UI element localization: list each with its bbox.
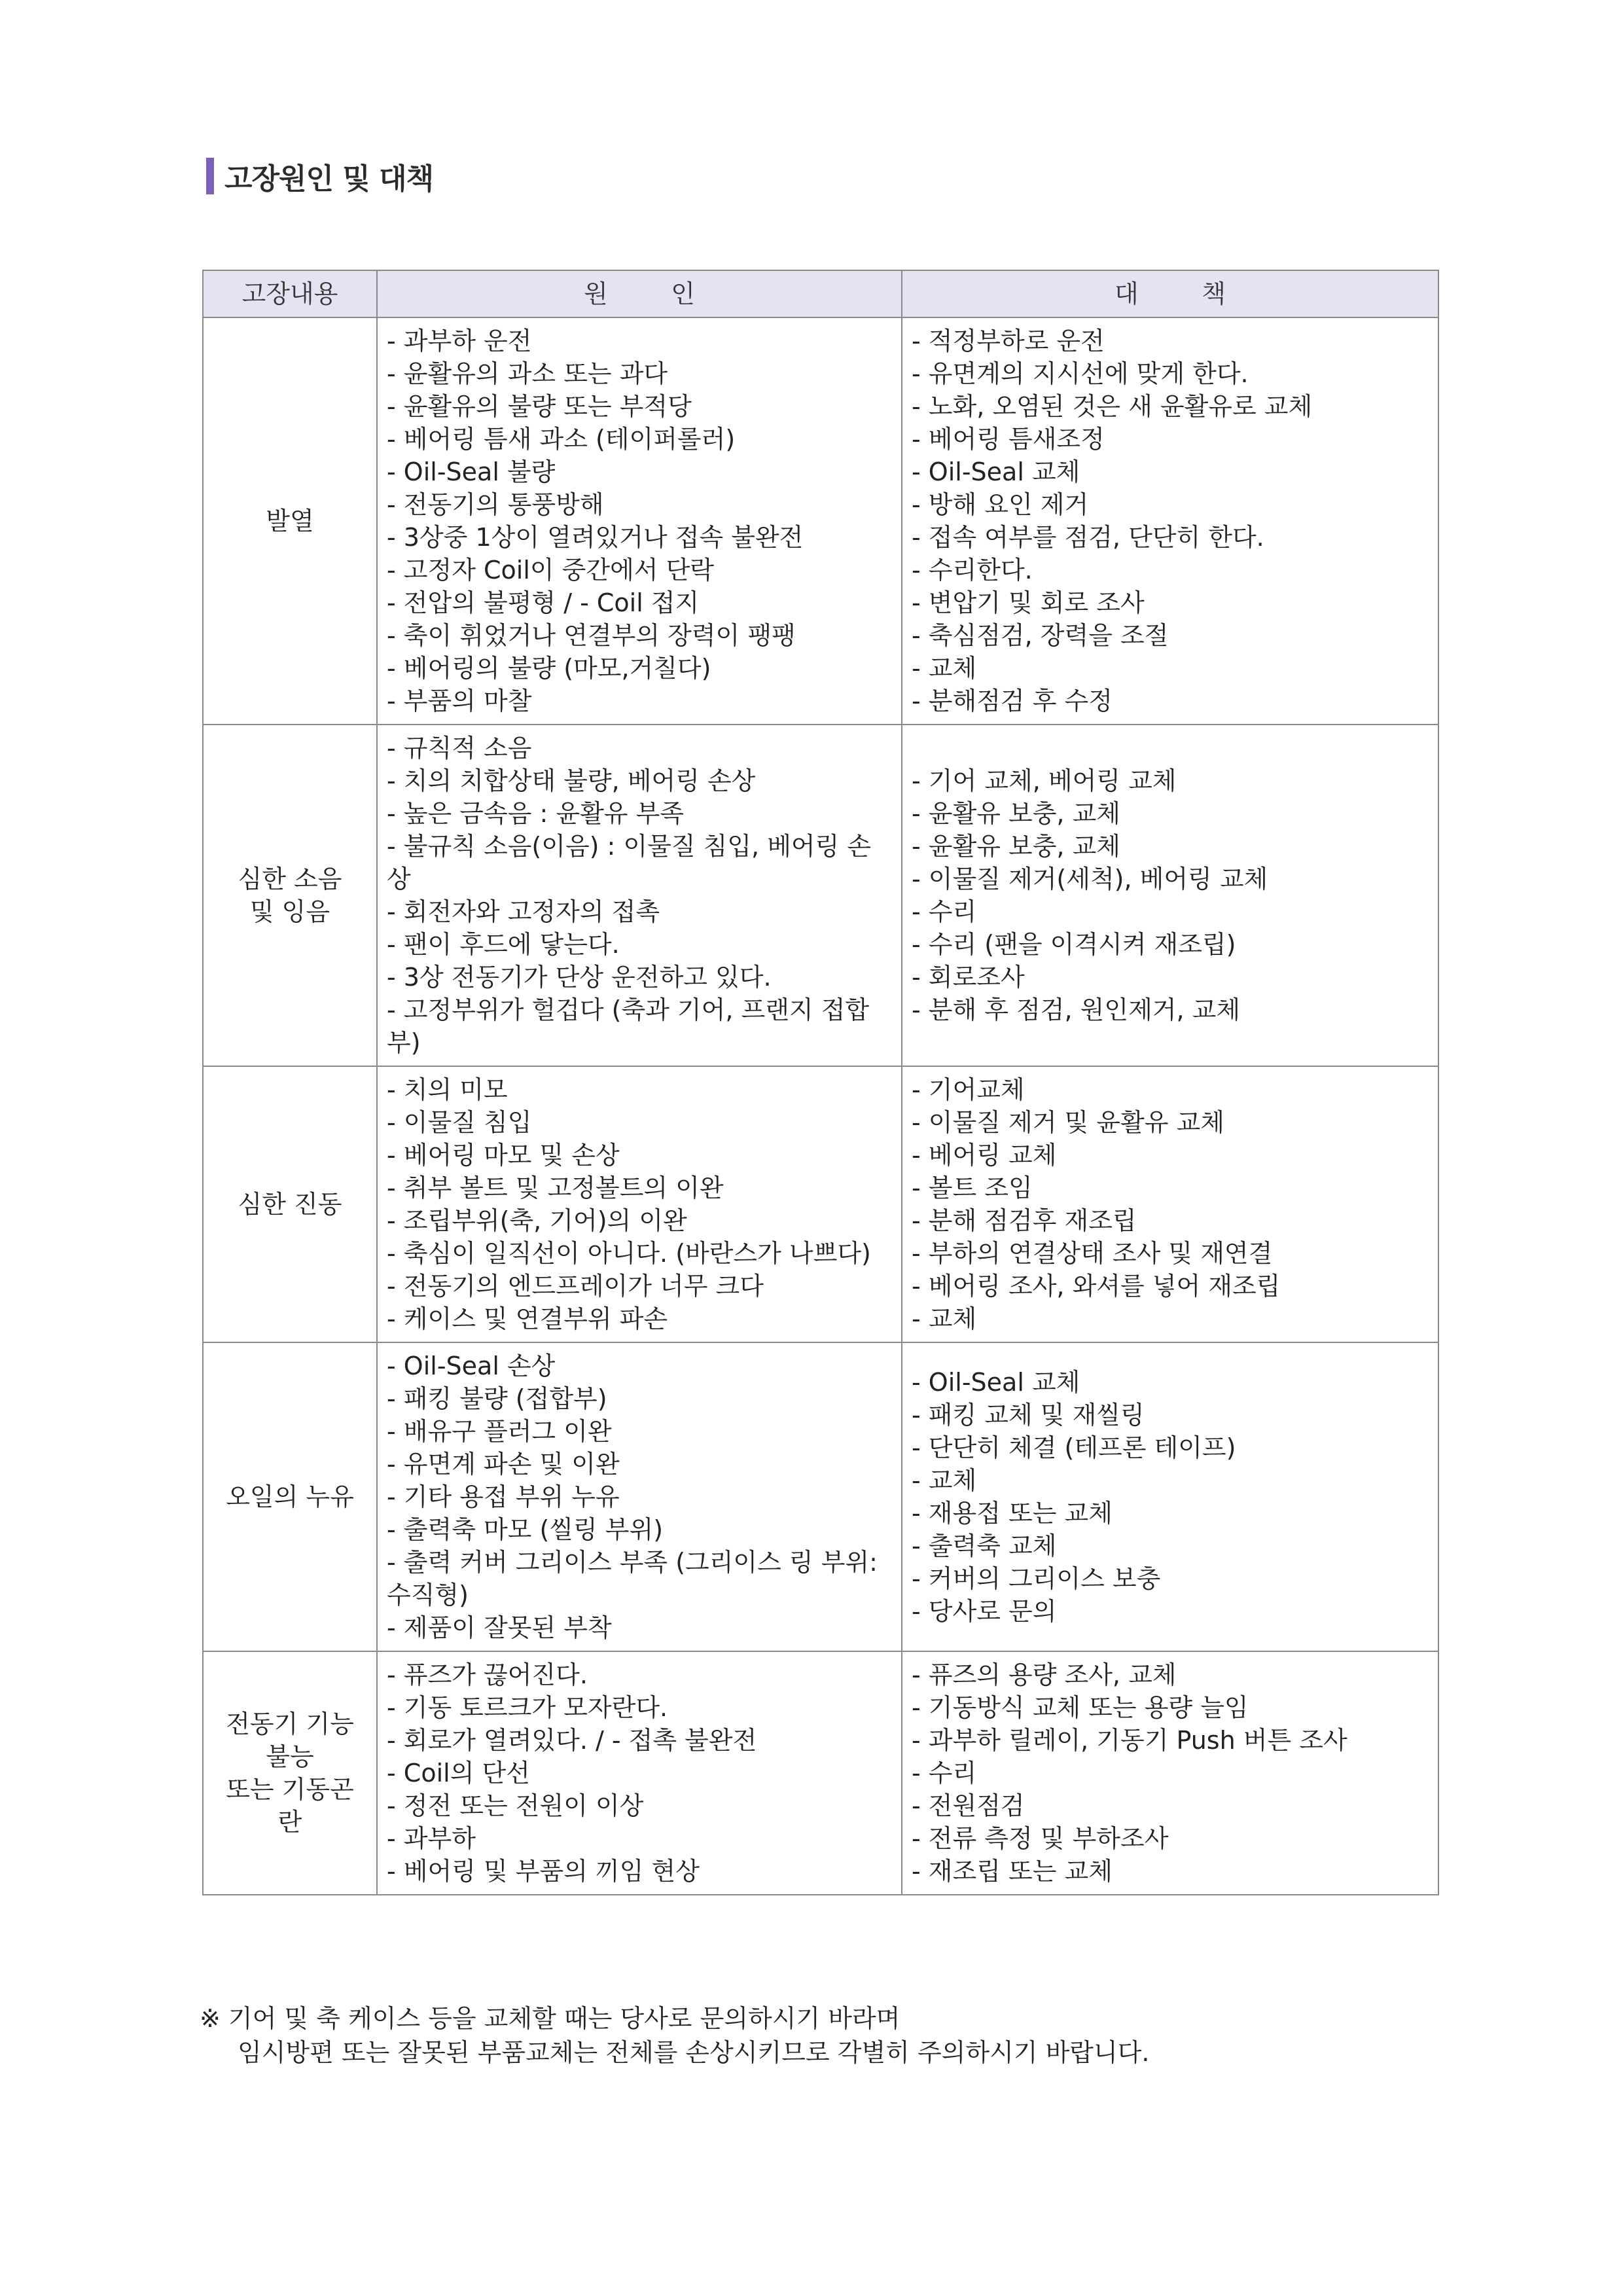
cause-item: - 치의 미모 xyxy=(387,1075,508,1104)
cause-item: - 과부하 운전 xyxy=(387,327,532,355)
remedy-item: - 수리한다. xyxy=(912,556,1033,584)
remedy-item: - 재용접 또는 교체 xyxy=(912,1499,1113,1528)
cause-item: - 베어링의 불량 (마모,거칠다) xyxy=(387,654,711,683)
cause-item: - 기동 토르크가 모자란다. xyxy=(387,1693,668,1722)
footnote-line-2: 임시방편 또는 잘못된 부품교체는 전체를 손상시키므로 각별히 주의하시기 바랍니다. xyxy=(238,2038,1150,2067)
remedy-item: - 분해 후 점검, 원인제거, 교체 xyxy=(912,996,1241,1024)
cause-item: - 유면계 파손 및 이완 xyxy=(387,1450,620,1479)
remedy-item: - 부하의 연결상태 조사 및 재연결 xyxy=(912,1239,1273,1268)
cause-item: - 기타 용접 부위 누유 xyxy=(387,1482,620,1511)
fault-category: 심한 진동 xyxy=(203,1066,377,1342)
footnote xyxy=(200,2001,1150,2070)
remedy-item: - 커버의 그리이스 보충 xyxy=(912,1564,1161,1593)
remedy-item: - 접속 여부를 점검, 단단히 한다. xyxy=(912,523,1264,552)
cause-item: - 패킹 불량 (접합부) xyxy=(387,1384,607,1413)
remedy-item: - 베어링 교체 xyxy=(912,1141,1057,1170)
cause-item: - 규칙적 소음 xyxy=(387,734,532,762)
cause-item: - 베어링 마모 및 손상 xyxy=(387,1141,620,1170)
remedy-item: - 전류 측정 및 부하조사 xyxy=(912,1824,1169,1853)
remedy-item: - Oil-Seal 교체 xyxy=(912,457,1080,486)
table-body xyxy=(203,317,1438,1895)
fault-category: 오일의 누유 xyxy=(203,1342,377,1651)
cause-item: - 고정자 Coil이 중간에서 단락 xyxy=(387,556,715,584)
cause-list xyxy=(377,1342,902,1651)
cause-item: - 출력축 마모 (씰링 부위) xyxy=(387,1515,664,1544)
remedy-item: - Oil-Seal 교체 xyxy=(912,1368,1080,1397)
remedy-list xyxy=(902,725,1438,1066)
cause-item: - 높은 금속음 : 윤활유 부족 xyxy=(387,799,684,828)
remedy-item: - 축심점검, 장력을 조절 xyxy=(912,621,1169,650)
remedy-item: - 기어 교체, 베어링 교체 xyxy=(912,766,1177,795)
table-header-row xyxy=(203,270,1438,317)
remedy-item: - 분해점검 후 수정 xyxy=(912,687,1113,715)
remedy-item: - 기어교체 xyxy=(912,1075,1025,1104)
remedy-item: - 노화, 오염된 것은 새 윤활유로 교체 xyxy=(912,392,1313,421)
cause-item: - 전동기의 엔드프레이가 너무 크다 xyxy=(387,1272,764,1300)
cause-item: - 제품이 잘못된 부착 xyxy=(387,1613,612,1642)
cause-item: - Oil-Seal 불량 xyxy=(387,457,556,486)
remedy-item: - 교체 xyxy=(912,1466,977,1495)
fault-table xyxy=(202,270,1439,1895)
cause-item: - 출력 커버 그리이스 부족 (그리이스 링 부위:수직형) xyxy=(387,1548,878,1609)
cause-item: - 축심이 일직선이 아니다. (바란스가 나쁘다) xyxy=(387,1239,871,1268)
cause-item: - 팬이 후드에 닿는다. xyxy=(387,930,620,959)
remedy-item: - 교체 xyxy=(912,1304,977,1333)
remedy-item: - 재조립 또는 교체 xyxy=(912,1857,1113,1886)
cause-item: - 베어링 및 부품의 끼임 현상 xyxy=(387,1857,700,1886)
remedy-list xyxy=(902,1342,1438,1651)
cause-item: - 전동기의 통풍방해 xyxy=(387,490,604,519)
header-fault: 고장내용 xyxy=(203,270,377,317)
cause-item: - 조립부위(축, 기어)의 이완 xyxy=(387,1206,687,1235)
remedy-list xyxy=(902,317,1438,725)
cause-item: - 고정부위가 헐겁다 (축과 기어, 프랜지 접합부) xyxy=(387,996,870,1057)
remedy-item: - 이물질 제거(세척), 베어링 교체 xyxy=(912,865,1268,893)
cause-item: - 3상중 1상이 열려있거나 접속 불완전 xyxy=(387,523,804,552)
remedy-item: - 베어링 조사, 와셔를 넣어 재조립 xyxy=(912,1272,1281,1300)
remedy-list xyxy=(902,1651,1438,1895)
cause-item: - 축이 휘었거나 연결부의 장력이 팽팽 xyxy=(387,621,796,650)
remedy-item: - 이물질 제거 및 윤활유 교체 xyxy=(912,1108,1224,1137)
remedy-item: - 유면계의 지시선에 맞게 한다. xyxy=(912,359,1249,388)
remedy-item: - 수리 (팬을 이격시켜 재조립) xyxy=(912,930,1236,959)
cause-item: - Coil의 단선 xyxy=(387,1759,530,1787)
remedy-item: - 당사로 문의 xyxy=(912,1597,1057,1626)
remedy-item: - 회로조사 xyxy=(912,963,1025,992)
cause-item: - 과부하 xyxy=(387,1824,476,1853)
table-row xyxy=(203,317,1438,725)
remedy-item: - 교체 xyxy=(912,654,977,683)
cause-item: - 퓨즈가 끊어진다. xyxy=(387,1660,588,1689)
cause-item: - 정전 또는 전원이 이상 xyxy=(387,1791,644,1820)
remedy-item: - 패킹 교체 및 재씰링 xyxy=(912,1401,1145,1429)
cause-item: - 3상 전동기가 단상 운전하고 있다. xyxy=(387,963,772,992)
cause-list xyxy=(377,317,902,725)
remedy-item: - 분해 점검후 재조립 xyxy=(912,1206,1137,1235)
cause-item: - 치의 치합상태 불량, 베어링 손상 xyxy=(387,766,756,795)
section-title-text: 고장원인 및 대책 xyxy=(224,162,434,196)
remedy-item: - 방해 요인 제거 xyxy=(912,490,1089,519)
title-accent-bar xyxy=(206,158,214,194)
cause-item: - 회로가 열려있다. / - 접촉 불완전 xyxy=(387,1726,757,1755)
remedy-item: - 과부하 릴레이, 기동기 Push 버튼 조사 xyxy=(912,1726,1347,1755)
cause-item: - 윤활유의 과소 또는 과다 xyxy=(387,359,668,388)
remedy-item: - 출력축 교체 xyxy=(912,1532,1057,1560)
fault-category: 심한 소음 및 잉음 xyxy=(203,725,377,1066)
remedy-item: - 수리 xyxy=(912,1759,977,1787)
remedy-item: - 퓨즈의 용량 조사, 교체 xyxy=(912,1660,1177,1689)
cause-item: - 케이스 및 연결부위 파손 xyxy=(387,1304,668,1333)
cause-item: - 회전자와 고정자의 접촉 xyxy=(387,897,660,926)
cause-item: - 베어링 틈새 과소 (테이퍼롤러) xyxy=(387,425,736,454)
remedy-item: - 변압기 및 회로 조사 xyxy=(912,588,1145,617)
remedy-item: - 윤활유 보충, 교체 xyxy=(912,799,1120,828)
remedy-item: - 전원점검 xyxy=(912,1791,1025,1820)
table-row xyxy=(203,1066,1438,1342)
cause-item: - 불규칙 소음(이음) : 이물질 침입, 베어링 손상 xyxy=(387,832,872,893)
cause-item: - 이물질 침입 xyxy=(387,1108,532,1137)
cause-list xyxy=(377,725,902,1066)
table-row xyxy=(203,725,1438,1066)
remedy-list xyxy=(902,1066,1438,1342)
cause-list xyxy=(377,1651,902,1895)
remedy-item: - 수리 xyxy=(912,897,977,926)
remedy-item: - 적정부하로 운전 xyxy=(912,327,1105,355)
table-row xyxy=(203,1651,1438,1895)
table-row xyxy=(203,1342,1438,1651)
section-title xyxy=(206,156,433,196)
remedy-item: - 베어링 틈새조정 xyxy=(912,425,1105,454)
remedy-item: - 단단히 체결 (테프론 테이프) xyxy=(912,1433,1236,1462)
header-cause: 원 인 xyxy=(377,270,902,317)
cause-item: - Oil-Seal 손상 xyxy=(387,1352,556,1380)
cause-list xyxy=(377,1066,902,1342)
footnote-line-1: ※ 기어 및 축 케이스 등을 교체할 때는 당사로 문의하시기 바라며 xyxy=(200,2004,901,2033)
cause-item: - 전압의 불평형 / - Coil 접지 xyxy=(387,588,700,617)
remedy-item: - 기동방식 교체 또는 용량 늘임 xyxy=(912,1693,1249,1722)
remedy-item: - 볼트 조임 xyxy=(912,1174,1033,1202)
fault-category: 발열 xyxy=(203,317,377,725)
cause-item: - 취부 볼트 및 고정볼트의 이완 xyxy=(387,1174,724,1202)
header-remedy: 대 책 xyxy=(902,270,1438,317)
cause-item: - 배유구 플러그 이완 xyxy=(387,1417,612,1446)
fault-category: 전동기 기능 불능 또는 기동곤 란 xyxy=(203,1651,377,1895)
remedy-item: - 윤활유 보충, 교체 xyxy=(912,832,1120,861)
cause-item: - 부품의 마찰 xyxy=(387,687,532,715)
cause-item: - 윤활유의 불량 또는 부적당 xyxy=(387,392,692,421)
